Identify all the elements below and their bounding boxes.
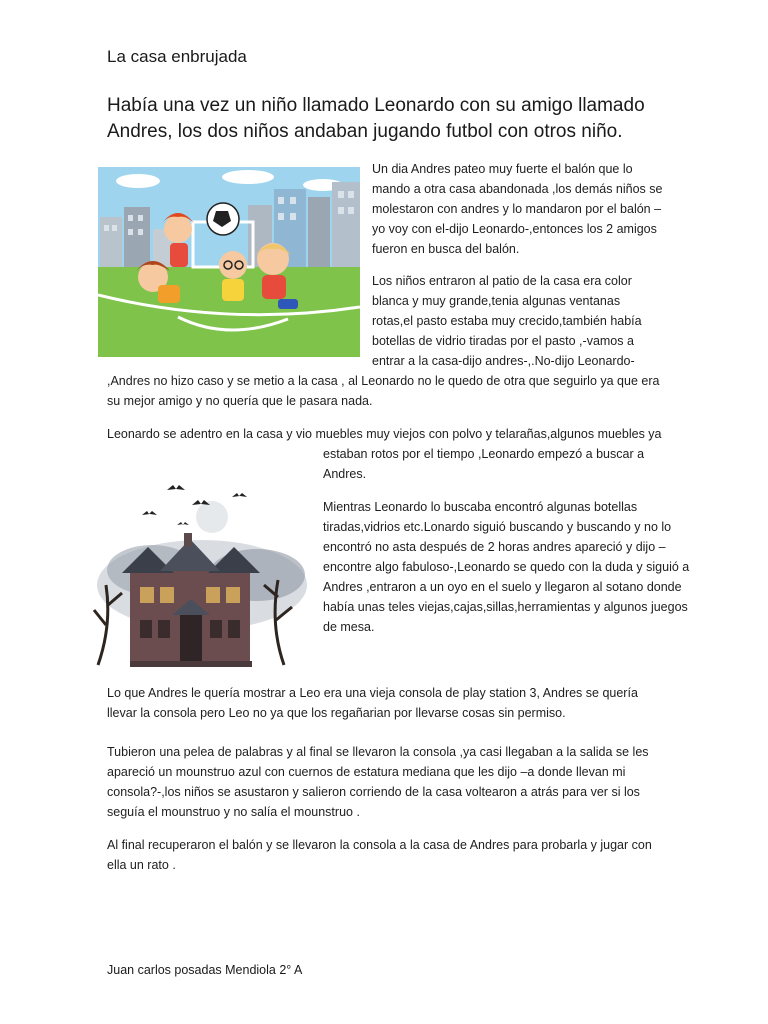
soccer-kids-svg (98, 167, 360, 357)
document-title: La casa enbrujada (107, 47, 247, 66)
paragraph-2-line: Los niños entraron al patio de la casa era color (372, 274, 632, 288)
paragraph-3-rest: estaban rotos por el tiempo ,Leonardo empezó a buscar a Andres. (323, 447, 645, 481)
intro-paragraph: Había una vez un niño llamado Leonardo con su amigo llamado Andres, los dos niños andaban jugando futbol con otros niño. (107, 95, 645, 142)
haunted-house-svg (92, 475, 307, 670)
paragraph-7: Al final recuperaron el balón y se llevaron la consola a la casa de Andres para probarla y jugar con ella un rato . (107, 838, 652, 872)
haunted-house-illustration (92, 475, 307, 670)
paragraph-5: Lo que Andres le quería mostrar a Leo era una vieja consola de play station 3, Andres se quería llevar la consola pero Leo no ya que los regañarian por llevarse cosas sin permiso. (107, 686, 638, 720)
paragraph-4: Mientras Leonardo lo buscaba encontró algunas botellas tiradas,vidrios etc.Lonardo siguió buscando y buscando y no lo encontró no asta después de 2 horas andres apareció y dijo –encontre algo fabuloso-,Leonardo se quedo con la duda y siguió a Andres ,entraron a un oyo en el suelo y llegaron al sotano donde había unas teles viejas,cajas,sillas,herramientas y algunos juegos de mesa. (323, 500, 690, 634)
soccer-kids-illustration (98, 167, 360, 357)
paragraph-2-line: rotas,el pasto estaba muy crecido,también había (372, 314, 642, 328)
paragraph-2-rest: ,Andres no hizo caso y se metio a la casa , al Leonardo no le quedo de otra que seguirlo ya que era su mejor amigo y no quería que le pasara nada. (107, 374, 660, 408)
paragraph-2-line: blanca y muy grande,tenia algunas ventanas (372, 294, 621, 308)
paragraph-1: Un dia Andres pateo muy fuerte el balón que lo mando a otra casa abandonada ,los demás niños se molestaron con andres y lo mandaron por el balón –yo voy con el-dijo Leonardo-,entonces los 2 amigos fueron en busca del balón. (372, 162, 663, 256)
paragraph-3-first-line: Leonardo se adentro en la casa y vio muebles muy viejos con polvo y telarañas,algunos muebles ya (107, 427, 662, 441)
paragraph-2-line: botellas de vidrio tiradas por el pasto ,-vamos a (372, 334, 634, 348)
paragraph-2-line: entrar a la casa-dijo andres-,.No-dijo Leonardo- (372, 354, 635, 368)
paragraph-2-lines (372, 271, 672, 371)
author-footer: Juan carlos posadas Mendiola 2° A (107, 963, 303, 977)
paragraph-6: Tubieron una pelea de palabras y al final se llevaron la consola ,ya casi llegaban a la salida se les apareció un mounstruo azul con cuernos de estatura mediana que les dijo –a donde llevan mi consola?-,los niños se asustaron y salieron corriendo de la casa voltearon a atrás para ver si los seguía el mounstruo y no salía el mounstruo . (107, 745, 649, 819)
